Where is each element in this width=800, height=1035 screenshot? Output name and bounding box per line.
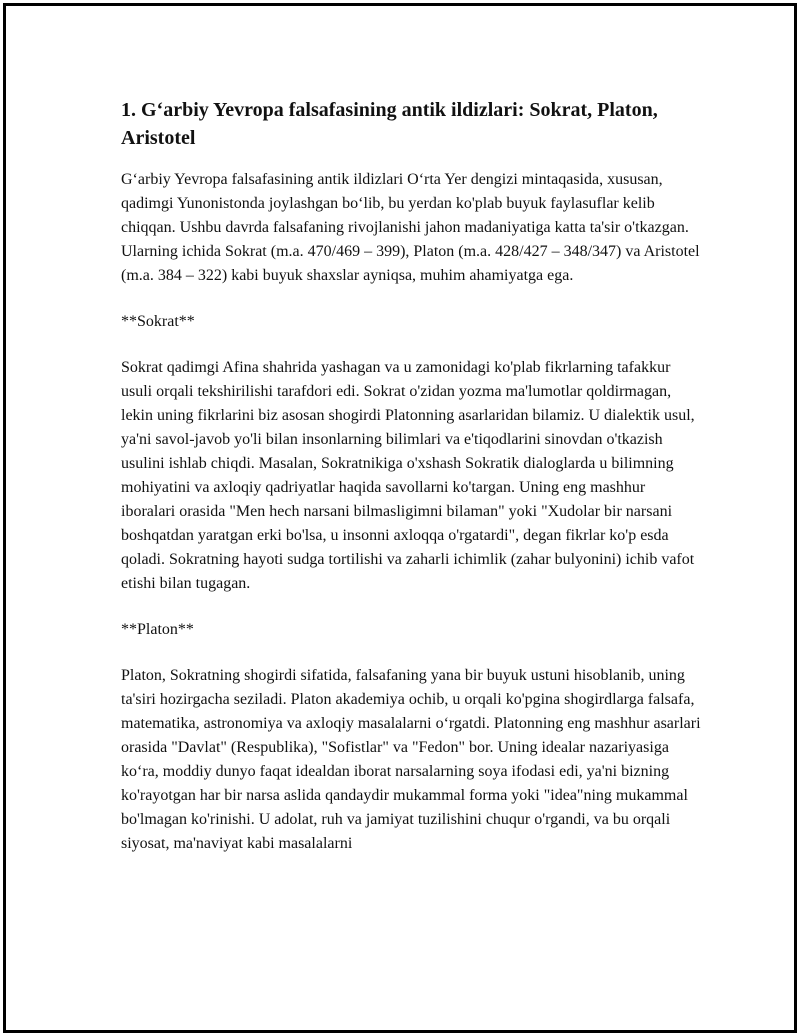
intro-paragraph: G‘arbiy Yevropa falsafasining antik ildizlari O‘rta Yer dengizi mintaqasida, xususan, qadimgi Yunonistonda joylashgan bo‘lib, bu yerdan ko'plab buyuk faylasuflar kelib chiqqan. Ushbu davrda falsafaning rivojlanishi jahon madaniyatiga katta ta'sir o'tkazgan. Ularning ichida Sokrat (m.a. 470/469 – 399), Platon (m.a. 428/427 – 348/347) va Aristotel (m.a. 384 – 322) kabi buyuk shaxslar ayniqsa, muhim ahamiyatga ega. (121, 171, 700, 284)
document-content (121, 96, 701, 878)
section-body-platon: Platon, Sokratning shogirdi sifatida, falsafaning yana bir buyuk ustuni hisoblanib, uning ta'siri hozirgacha seziladi. Platon akademiya ochib, u orqali ko'pgina shogirdlarga falsafa, matematika, astronomiya va axloqiy masalalarni o‘rgatdi. Platonning eng mashhur asarlari orasida "Davlat" (Respublika), "Sofistlar" va "Fedon" bor. Uning idealar nazariyasiga ko‘ra, moddiy dunyo faqat idealdan iborat narsalarning soya ifodasi edi, ya'ni bizning ko'rayotgan har bir narsa aslida qandaydir mukammal forma yoki "idea"ning mukammal bo'lmagan ko'rinishi. U adolat, ruh va jamiyat tuzilishini chuqur o'rgandi, va bu orqali siyosat, ma'naviyat kabi masalalarni (121, 667, 701, 852)
section-heading-platon: **Platon** (121, 621, 194, 638)
page-frame (3, 3, 797, 1033)
document-title: 1. G‘arbiy Yevropa falsafasining antik ildizlari: Sokrat, Platon, Aristotel (121, 99, 658, 149)
section-heading-sokrat: **Sokrat** (121, 313, 195, 330)
section-body-sokrat: Sokrat qadimgi Afina shahrida yashagan va u zamonidagi ko'plab fikrlarning tafakkur usuli orqali tekshirilishi tarafdori edi. Sokrat o'zidan yozma ma'lumotlar qoldirmagan, lekin uning fikrlarini biz asosan shogirdi Platonning asarlaridan bilamiz. U dialektik usul, ya'ni savol-javob yo'li bilan insonlarning bilimlari va e'tiqodlarini sinovdan o'tkazish usulini ishlab chiqdi. Masalan, Sokratnikiga o'xshash Sokratik dialoglarda u bilimning mohiyatini va axloqiy qadriyatlar haqida savollarni ko'targan. Uning eng mashhur iboralari orasida "Men hech narsani bilmasligimni bilaman" yoki "Xudolar bir narsani boshqatdan yaratgan erki bo'lsa, u insonni axloqqa o'rgatardi", degan fikrlar ko'p esda qoladi. Sokratning hayoti sudga tortilishi va zaharli ichimlik (zahar bulyonini) ichib vafot etishi bilan tugagan. (121, 359, 695, 592)
